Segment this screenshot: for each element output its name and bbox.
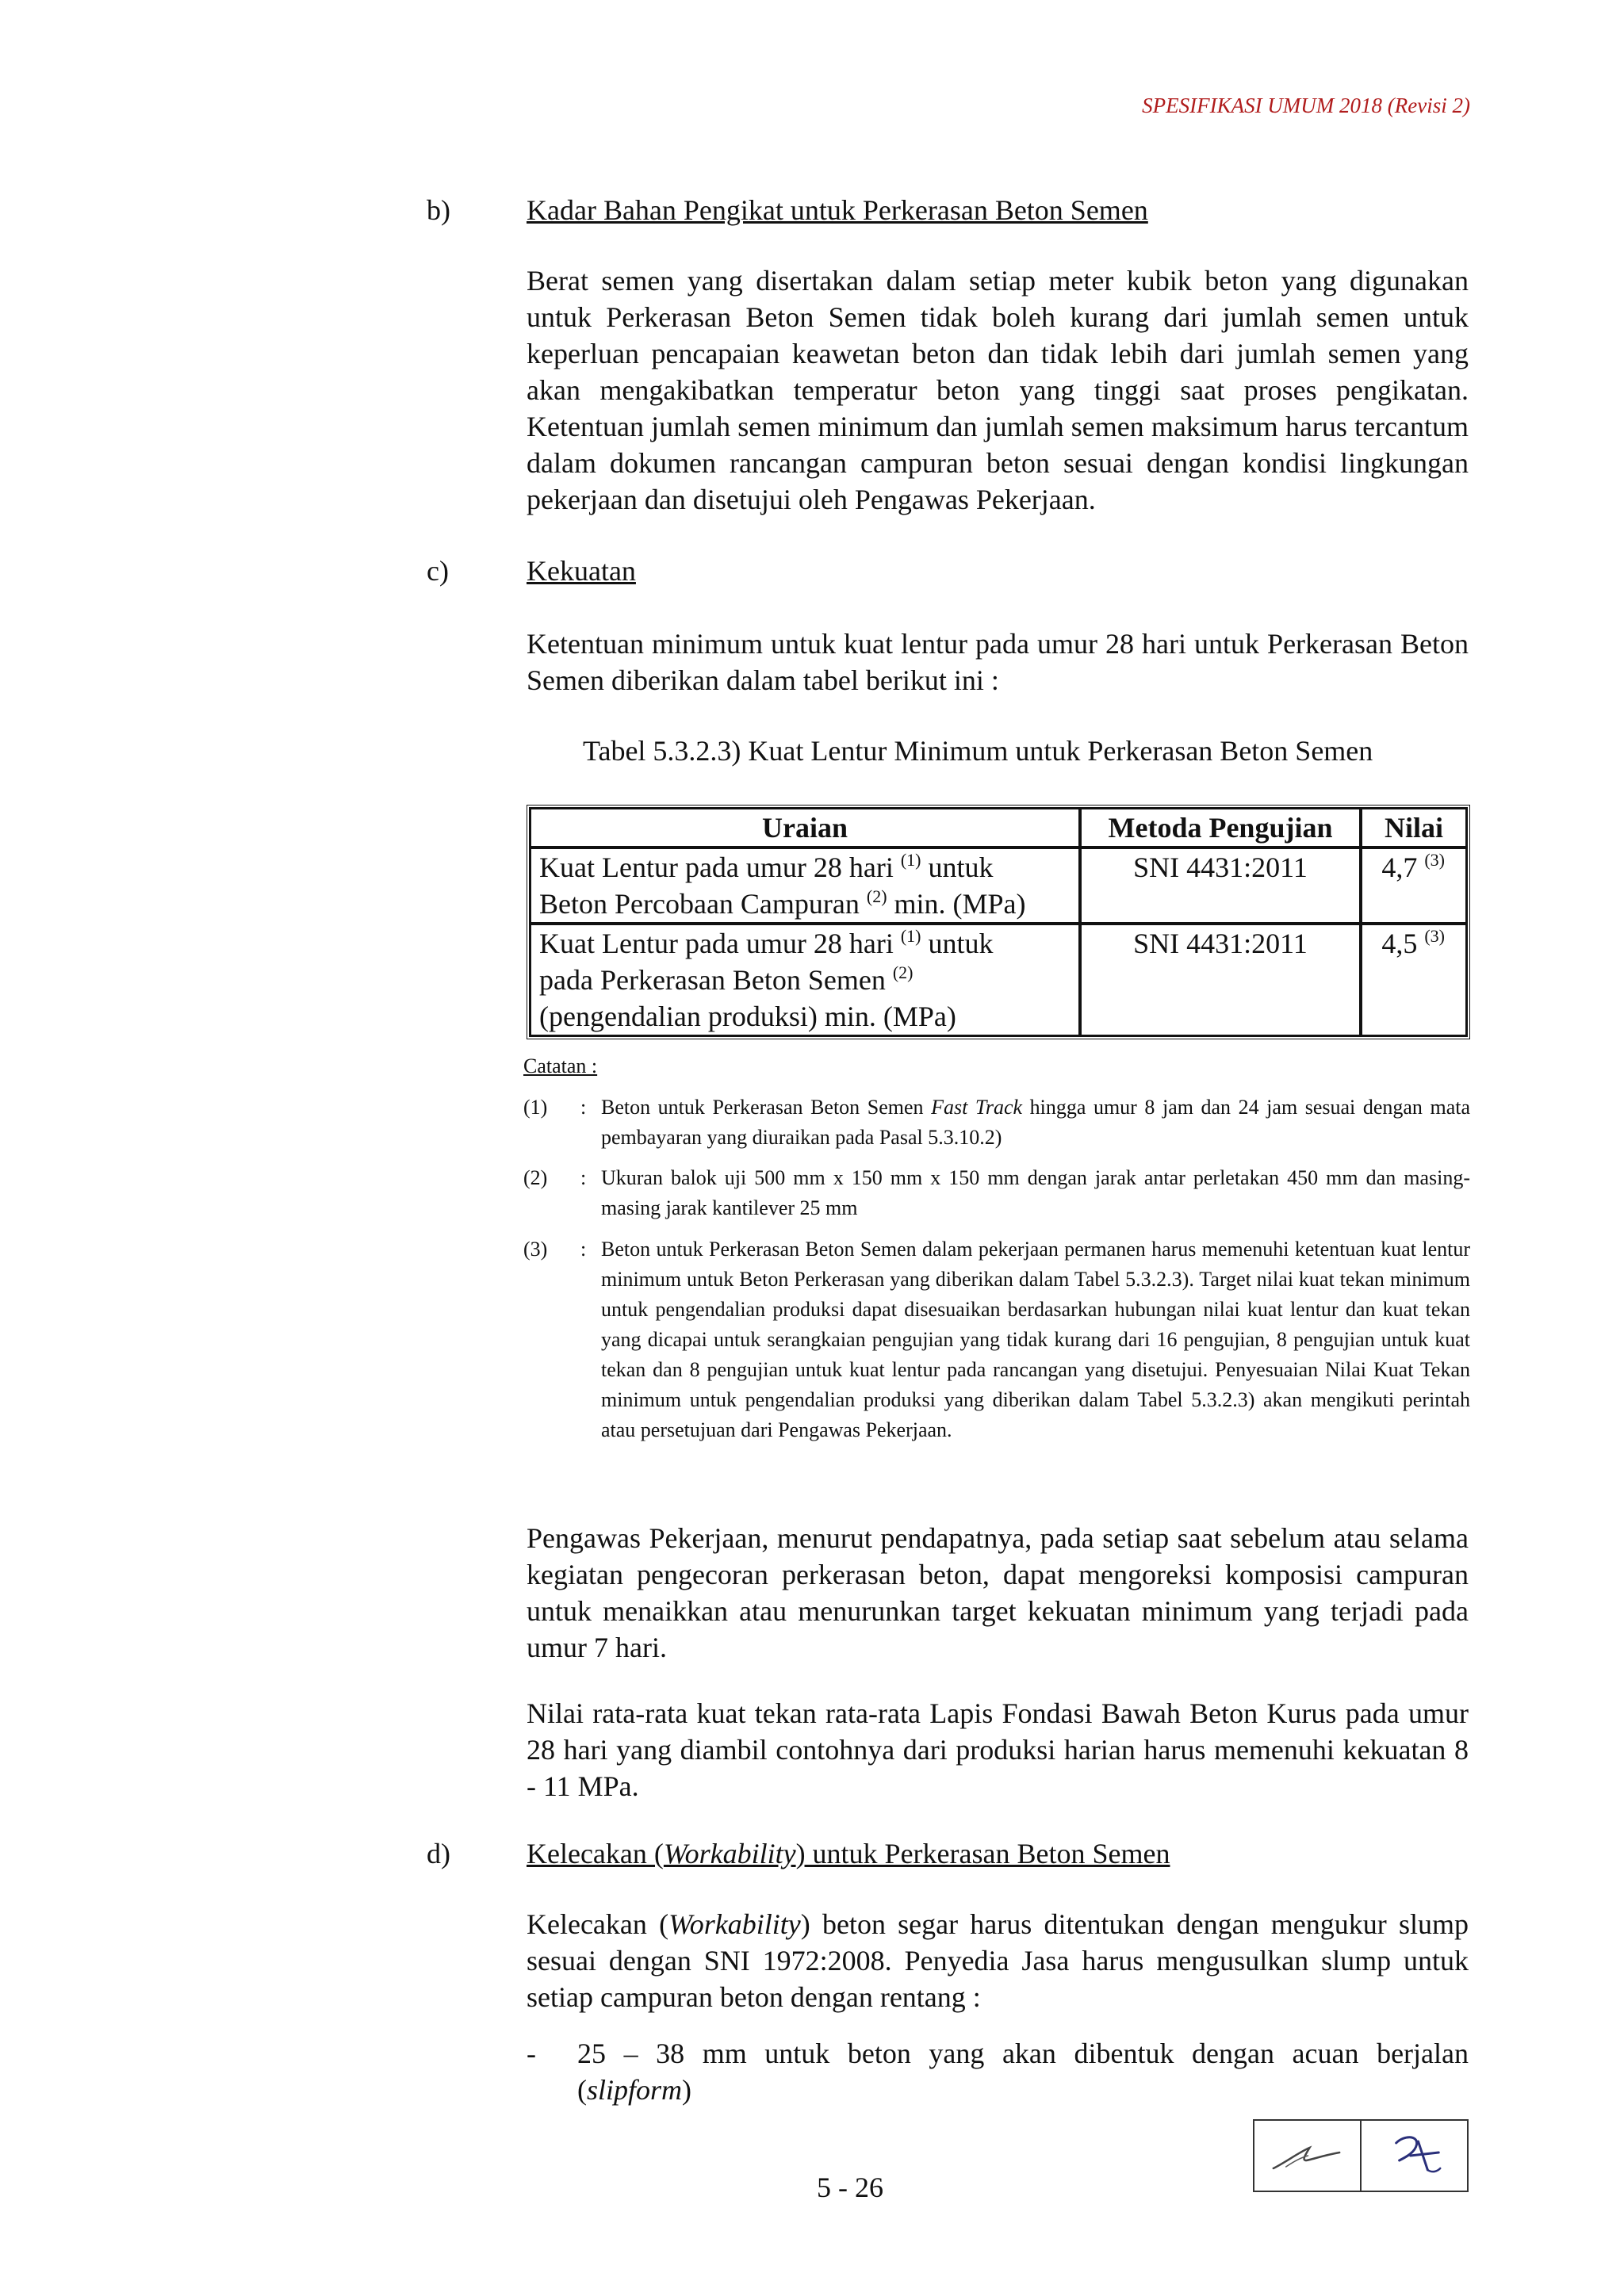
header-description: Uraian: [530, 808, 1080, 848]
bullet-dash: -: [527, 2038, 536, 2069]
text-fragment: hingga umur 8 jam dan 24 jam sesuai dengan mata pembayaran yang diuraikan pada Pasal 5.3.10.2): [601, 1096, 1470, 1149]
row-test-method: SNI 4431:2011: [1080, 848, 1361, 924]
text-fragment: min. (MPa): [887, 888, 1026, 920]
footnote-ref: (2): [892, 962, 914, 982]
footnote-ref: (2): [866, 886, 887, 906]
section-b-title: Kadar Bahan Pengikat untuk Perkerasan Beton Semen: [527, 194, 1148, 226]
text-fragment: 25 – 38 mm untuk beton yang akan dibentuk dengan acuan berjalan (: [577, 2038, 1469, 2106]
text-fragment: Beton untuk Perkerasan Beton Semen: [601, 1096, 932, 1119]
section-c-paragraph-lean-concrete: Nilai rata-rata kuat tekan rata-rata Lapis Fondasi Bawah Beton Kurus pada umur 28 hari yang diambil contohnya dari produksi harian harus memenuhi kekuatan 8 - 11 MPa.: [527, 1697, 1469, 1802]
description-line: (pengendalian produksi) min. (MPa): [539, 1001, 956, 1032]
text-fragment: Kuat Lentur pada umur 28 hari: [539, 928, 901, 959]
note-item: [523, 1234, 1470, 1445]
value-text: 4,5: [1381, 928, 1425, 959]
signature-2-icon: [1362, 2121, 1467, 2191]
text-fragment: ) untuk Perkerasan Beton Semen: [795, 1838, 1170, 1869]
row-description: [530, 924, 1080, 1036]
footnote-ref: (1): [900, 926, 921, 946]
row-value: [1361, 848, 1467, 924]
note-colon: :: [580, 1238, 587, 1261]
header-test-method: Metoda Pengujian: [1080, 808, 1361, 848]
note-text: [601, 1093, 1470, 1153]
row-value: [1361, 924, 1467, 1036]
note-colon: :: [580, 1096, 587, 1119]
description-line: [539, 925, 1071, 962]
row-description: [530, 848, 1080, 924]
section-d-title: [527, 1835, 1170, 1872]
document-header: SPESIFIKASI UMUM 2018 (Revisi 2): [1142, 94, 1470, 117]
note-number: (2): [523, 1166, 548, 1189]
section-d-label: d): [427, 1838, 450, 1869]
flexural-strength-table: [527, 805, 1470, 1039]
note-colon: :: [580, 1166, 587, 1189]
header-value: Nilai: [1361, 808, 1467, 848]
table-row: [530, 848, 1467, 924]
section-d-paragraph: [527, 1906, 1469, 2015]
section-c-intro: Ketentuan minimum untuk kuat lentur pada umur 28 hari untuk Perkerasan Beton Semen diberikan dalam tabel berikut ini :: [527, 628, 1469, 696]
footnote-ref: (1): [900, 850, 921, 870]
row-test-method: SNI 4431:2011: [1080, 924, 1361, 1036]
note-text: Beton untuk Perkerasan Beton Semen dalam pekerjaan permanen harus memenuhi ketentuan kuat lentur minimum untuk Beton Perkerasan yang diberikan dalam Tabel 5.3.2.3). Target nilai kuat tekan minimum untuk pengendalian produksi dapat disesuaikan berdasarkan hubungan nilai kuat lentur dan kuat tekan yang dicapai untuk serangkaian pengujian yang tidak kurang dari 16 pengujian, 8 pengujian untuk kuat tekan dan 8 pengujian untuk kuat lentur pada rancangan yang disetujui. Penyesuaian Nilai Kuat Tekan minimum untuk pengendalian produksi yang diberikan dalam Tabel 5.3.2.3) akan mengikuti perintah atau persetujuan dari Pengawas Pekerjaan.: [601, 1238, 1470, 1441]
text-fragment: ): [682, 2074, 692, 2106]
table-caption: Tabel 5.3.2.3) Kuat Lentur Minimum untuk Perkerasan Beton Semen: [583, 735, 1373, 767]
italic-term: slipform: [587, 2074, 683, 2106]
note-number: (1): [523, 1096, 548, 1119]
table-row: [530, 924, 1467, 1036]
description-line: [539, 962, 1071, 998]
text-fragment: untuk: [921, 928, 994, 959]
text-fragment: ) beton segar harus ditentukan dengan mengukur slump sesuai dengan SNI 1972:2008. Penyedia Jasa harus mengusulkan slump untuk setiap campuran beton dengan rentang :: [527, 1908, 1469, 2013]
section-b-paragraph: Berat semen yang disertakan dalam setiap meter kubik beton yang digunakan untuk Perkerasan Beton Semen tidak boleh kurang dari jumlah semen untuk keperluan pencapaian keawetan beton dan tidak lebih dari jumlah semen yang akan mengakibatkan temperatur beton yang tinggi saat proses pengikatan. Ketentuan jumlah semen minimum dan jumlah semen maksimum harus tercantum dalam dokumen rancangan campuran beton sesuai dengan kondisi lingkungan pekerjaan dan disetujui oleh Pengawas Pekerjaan.: [527, 265, 1469, 515]
notes-title: Catatan :: [523, 1054, 598, 1077]
note-number: (3): [523, 1238, 548, 1261]
text-fragment: Kelecakan (: [527, 1908, 669, 1940]
footnote-ref: (3): [1424, 926, 1445, 946]
footnote-ref: (3): [1424, 850, 1445, 870]
text-fragment: Beton Percobaan Campuran: [539, 888, 867, 920]
italic-term: Fast Track: [931, 1096, 1023, 1119]
note-item: [523, 1093, 1470, 1153]
signature-1-icon: [1254, 2121, 1360, 2191]
value-text: 4,7: [1381, 851, 1425, 883]
description-line: [539, 886, 1071, 922]
italic-term: Workability: [668, 1908, 801, 1940]
section-c-paragraph-correction: Pengawas Pekerjaan, menurut pendapatnya, pada setiap saat sebelum atau selama kegiatan pengecoran perkerasan beton, dapat mengoreksi komposisi campuran untuk menaikkan atau menurunkan target kekuatan minimum yang terjadi pada umur 7 hari.: [527, 1522, 1469, 1663]
note-text: Ukuran balok uji 500 mm x 150 mm x 150 mm dengan jarak antar perletakan 450 mm dan masing-masing jarak kantilever 25 mm: [601, 1166, 1470, 1219]
initials-cell-2: [1360, 2121, 1467, 2191]
section-b-label: b): [427, 194, 450, 226]
page-number: 5 - 26: [817, 2172, 883, 2203]
text-fragment: Kelecakan (: [527, 1838, 664, 1869]
section-c-label: c): [427, 555, 449, 587]
text-fragment: pada Perkerasan Beton Semen: [539, 964, 893, 996]
text-fragment: untuk: [921, 851, 994, 883]
initials-cell-1: [1254, 2121, 1360, 2191]
italic-term: Workability: [663, 1838, 796, 1869]
initials-box: [1253, 2119, 1469, 2192]
note-item: [523, 1163, 1470, 1223]
bullet-item: [577, 2035, 1469, 2108]
section-c-title: Kekuatan: [527, 555, 636, 587]
description-line: [539, 849, 1071, 886]
text-fragment: Kuat Lentur pada umur 28 hari: [539, 851, 901, 883]
table-header-row: [530, 808, 1467, 848]
